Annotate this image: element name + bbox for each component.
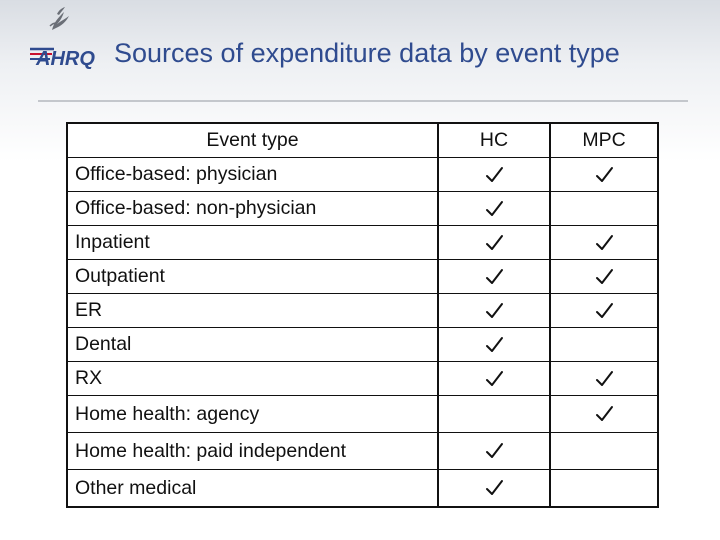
hc-cell [438,226,550,260]
mpc-cell [550,192,658,226]
table-row [67,433,658,470]
hc-cell [438,158,550,192]
mpc-cell [550,470,658,508]
event-label: Office-based: non-physician [67,192,438,226]
checkmark-icon [594,369,614,389]
mpc-cell [550,158,658,192]
ahrq-logo-text: AHRQ [36,48,95,70]
event-label: Dental [67,328,438,362]
header-event-type: Event type [67,123,438,158]
mpc-cell [550,362,658,396]
checkmark-icon [484,335,504,355]
checkmark-icon [594,233,614,253]
mpc-cell [550,260,658,294]
checkmark-icon [594,267,614,287]
event-source-table [66,122,659,508]
hc-cell [438,260,550,294]
checkmark-icon [484,165,504,185]
checkmark-icon [484,233,504,253]
checkmark-icon [594,404,614,424]
table-row [67,362,658,396]
checkmark-icon [484,369,504,389]
hc-cell [438,470,550,508]
event-label: RX [67,362,438,396]
checkmark-icon [484,301,504,321]
table-row [67,470,658,508]
hc-cell [438,294,550,328]
checkmark-icon [484,199,504,219]
page-title: Sources of expenditure data by event type [114,38,620,68]
checkmark-icon [594,165,614,185]
checkmark-icon [484,267,504,287]
mpc-cell [550,396,658,433]
mpc-cell [550,328,658,362]
hc-cell [438,396,550,433]
title-divider [38,100,688,102]
event-label: Inpatient [67,226,438,260]
hc-cell [438,192,550,226]
ahrq-logo [28,40,104,70]
table-row [67,396,658,433]
hc-cell [438,362,550,396]
event-label: Home health: paid independent [67,433,438,470]
table-row [67,226,658,260]
event-label: Home health: agency [67,396,438,433]
table-row [67,192,658,226]
mpc-cell [550,226,658,260]
event-label: Outpatient [67,260,438,294]
header-mpc: MPC [550,123,658,158]
event-label: Other medical [67,470,438,508]
hhs-eagle-logo [44,4,74,34]
hc-cell [438,328,550,362]
event-label: Office-based: physician [67,158,438,192]
table-row [67,260,658,294]
hc-cell [438,433,550,470]
table-row [67,328,658,362]
checkmark-icon [484,478,504,498]
table-row [67,158,658,192]
checkmark-icon [484,441,504,461]
header-hc: HC [438,123,550,158]
mpc-cell [550,433,658,470]
table-header-row [67,123,658,158]
mpc-cell [550,294,658,328]
checkmark-icon [594,301,614,321]
table-row [67,294,658,328]
event-label: ER [67,294,438,328]
